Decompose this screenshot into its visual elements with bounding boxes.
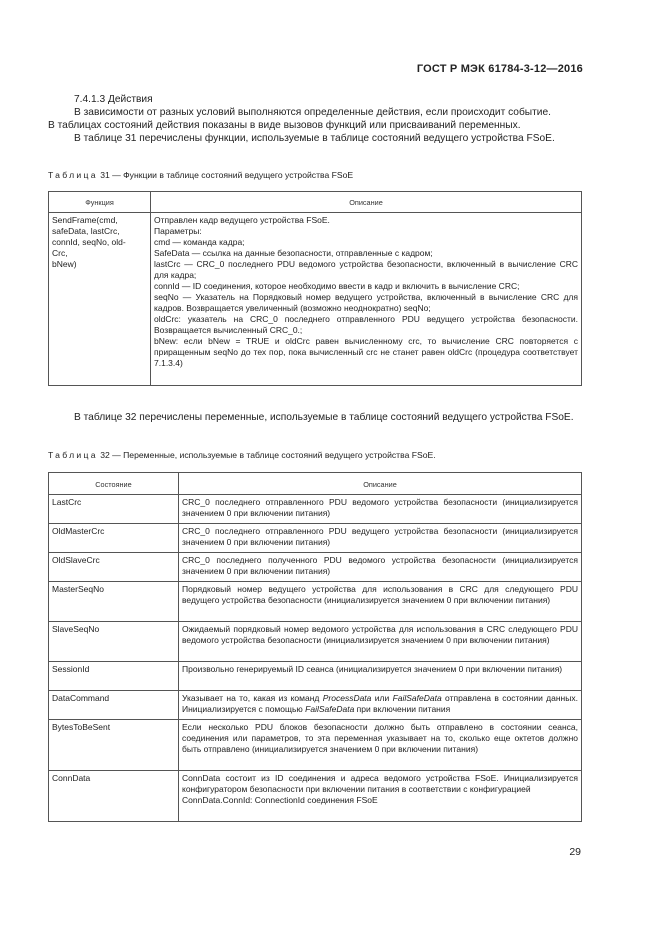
desc-line: lastCrc — CRC_0 последнего PDU ведомого устройства безопасности, включенный в вычисление CRC для кадра;: [154, 259, 578, 280]
table32-caption-label: Таблица: [48, 450, 98, 460]
var-name: OldMasterCrc: [49, 524, 179, 553]
desc-line: Параметры:: [154, 226, 202, 236]
var-name: SlaveSeqNo: [49, 622, 179, 662]
desc-italic: FailSafeData: [392, 693, 442, 703]
desc-line: connId — ID соединения, которое необходимо ввести в кадр и включить в вычисление CRC;: [154, 281, 520, 291]
desc-italic: ProcessData: [322, 693, 372, 703]
desc-line: cmd — команда кадра;: [154, 237, 245, 247]
desc-italic: FailSafeData: [305, 704, 355, 714]
paragraph-1b: В таблицах состояний действия показаны в виде вызовов функций или присваиваний переменных.: [48, 120, 521, 131]
var-name: DataCommand: [49, 691, 179, 720]
func-line: safeData, lastCrc,: [52, 226, 120, 236]
var-desc: CRC_0 последнего отправленного PDU ведущего устройства безопасности (инициализируется значением 0 при включении питания): [179, 524, 582, 553]
table-row: [49, 582, 582, 622]
table-32: [48, 472, 582, 822]
table31-caption-label: Таблица: [48, 170, 98, 180]
table31-caption-text: 31 — Функции в таблице состояний ведущего устройства FSoE: [100, 170, 354, 180]
table-31: [48, 191, 582, 386]
table-row: [49, 622, 582, 662]
func-line: bNew): [52, 259, 77, 269]
section-heading: 7.4.1.3 Действия: [74, 94, 153, 105]
desc-line: oldCrc: указатель на CRC_0 последнего отправленного PDU ведущего устройства безопасности. Возвращается вычисленный CRC_0.;: [154, 314, 578, 335]
table-row: [49, 662, 582, 691]
desc-part: Указывает на то, какая из команд: [182, 693, 323, 703]
table31-description-cell: [151, 213, 582, 386]
desc-part: при включении питания: [354, 704, 451, 714]
desc-line: ConnData.ConnId: ConnectionId соединения FSoE: [182, 795, 378, 805]
var-name: OldSlaveCrc: [49, 553, 179, 582]
table31-function-cell: [49, 213, 151, 386]
table-row: [49, 771, 582, 822]
page-number: 29: [569, 846, 581, 858]
var-desc: Произвольно генерируемый ID сеанса (инициализируется значением 0 при включении питания): [179, 662, 582, 691]
func-line: Crc,: [52, 248, 68, 258]
var-desc: Если несколько PDU блоков безопасности должно быть отправлено в состоянии сеанса, соединения или параметров, то эта переменная указывает на то, сколько еще октетов должно быть отправлено (инициализируется значением 0 при включении питания): [179, 720, 582, 771]
desc-line: ConnData состоит из ID соединения и адреса ведомого устройства FSoE. Инициализируется конфигуратором безопасности при включении питания в соответствии с конфигурацией: [182, 773, 578, 794]
func-line: connId, seqNo, old-: [52, 237, 126, 247]
desc-line: bNew: если bNew = TRUE и oldCrc равен вычисленному crc, то вычисление CRC повторяется с приращенным seqNo до тех пор, пока вычисленный crc не станет равен oldCrc (процедура соответствует 7.1.3.4): [154, 336, 578, 368]
table-row: [49, 495, 582, 524]
table32-col-state: Состояние: [49, 473, 179, 495]
desc-part: отправлена в состоянии данных. Инициализируется с помощью: [182, 693, 578, 714]
var-desc: Ожидаемый порядковый номер ведомого устройства для использования в CRC следующего PDU ведомого устройства безопасности (инициализируется значением 0 при включении питания): [179, 622, 582, 662]
document-header: ГОСТ Р МЭК 61784-3-12—2016: [416, 63, 583, 75]
table-row: [49, 720, 582, 771]
var-name: LastCrc: [49, 495, 179, 524]
paragraph-2: В таблице 31 перечислены функции, используемые в таблице состояний ведущего устройства FSoE.: [74, 133, 555, 144]
var-desc: [179, 691, 582, 720]
table32-caption-text: 32 — Переменные, используемые в таблице состояний ведущего устройства FSoE.: [100, 450, 436, 460]
var-desc: CRC_0 последнего полученного PDU ведомого устройства безопасности (инициализируется значением 0 при включении питания): [179, 553, 582, 582]
paragraph-3: В таблице 32 перечислены переменные, используемые в таблице состояний ведущего устройства FSoE.: [74, 412, 574, 423]
table-row: [49, 553, 582, 582]
var-name: MasterSeqNo: [49, 582, 179, 622]
table-row: [49, 524, 582, 553]
table32-col-description: Описание: [179, 473, 582, 495]
table32-caption: [48, 450, 436, 460]
table31-col-function: Функция: [49, 192, 151, 213]
var-name: BytesToBeSent: [49, 720, 179, 771]
paragraph-1: В зависимости от разных условий выполняются определенные действия, если происходит событие.: [74, 107, 551, 118]
table31-caption: [48, 170, 353, 180]
func-line: SendFrame(cmd,: [52, 215, 118, 225]
table-row: [49, 691, 582, 720]
var-desc: CRC_0 последнего отправленного PDU ведомого устройства безопасности (инициализируется значением 0 при включении питания): [179, 495, 582, 524]
var-name: SessionId: [49, 662, 179, 691]
table31-col-description: Описание: [151, 192, 582, 213]
desc-part: или: [371, 693, 393, 703]
desc-line: seqNo — Указатель на Порядковый номер ведущего устройства, включенный в вычисление CRC для кадров. Возвращается увеличенный (возможно неоднократно) seqNo;: [154, 292, 578, 313]
var-name: ConnData: [49, 771, 179, 822]
var-desc: Порядковый номер ведущего устройства для использования в CRC для следующего PDU ведущего устройства безопасности (инициализируется значением 0 при включении питания): [179, 582, 582, 622]
desc-line: SafeData — ссылка на данные безопасности, отправленные с кадром;: [154, 248, 433, 258]
desc-line: Отправлен кадр ведущего устройства FSoE.: [154, 215, 330, 225]
var-desc: [179, 771, 582, 822]
